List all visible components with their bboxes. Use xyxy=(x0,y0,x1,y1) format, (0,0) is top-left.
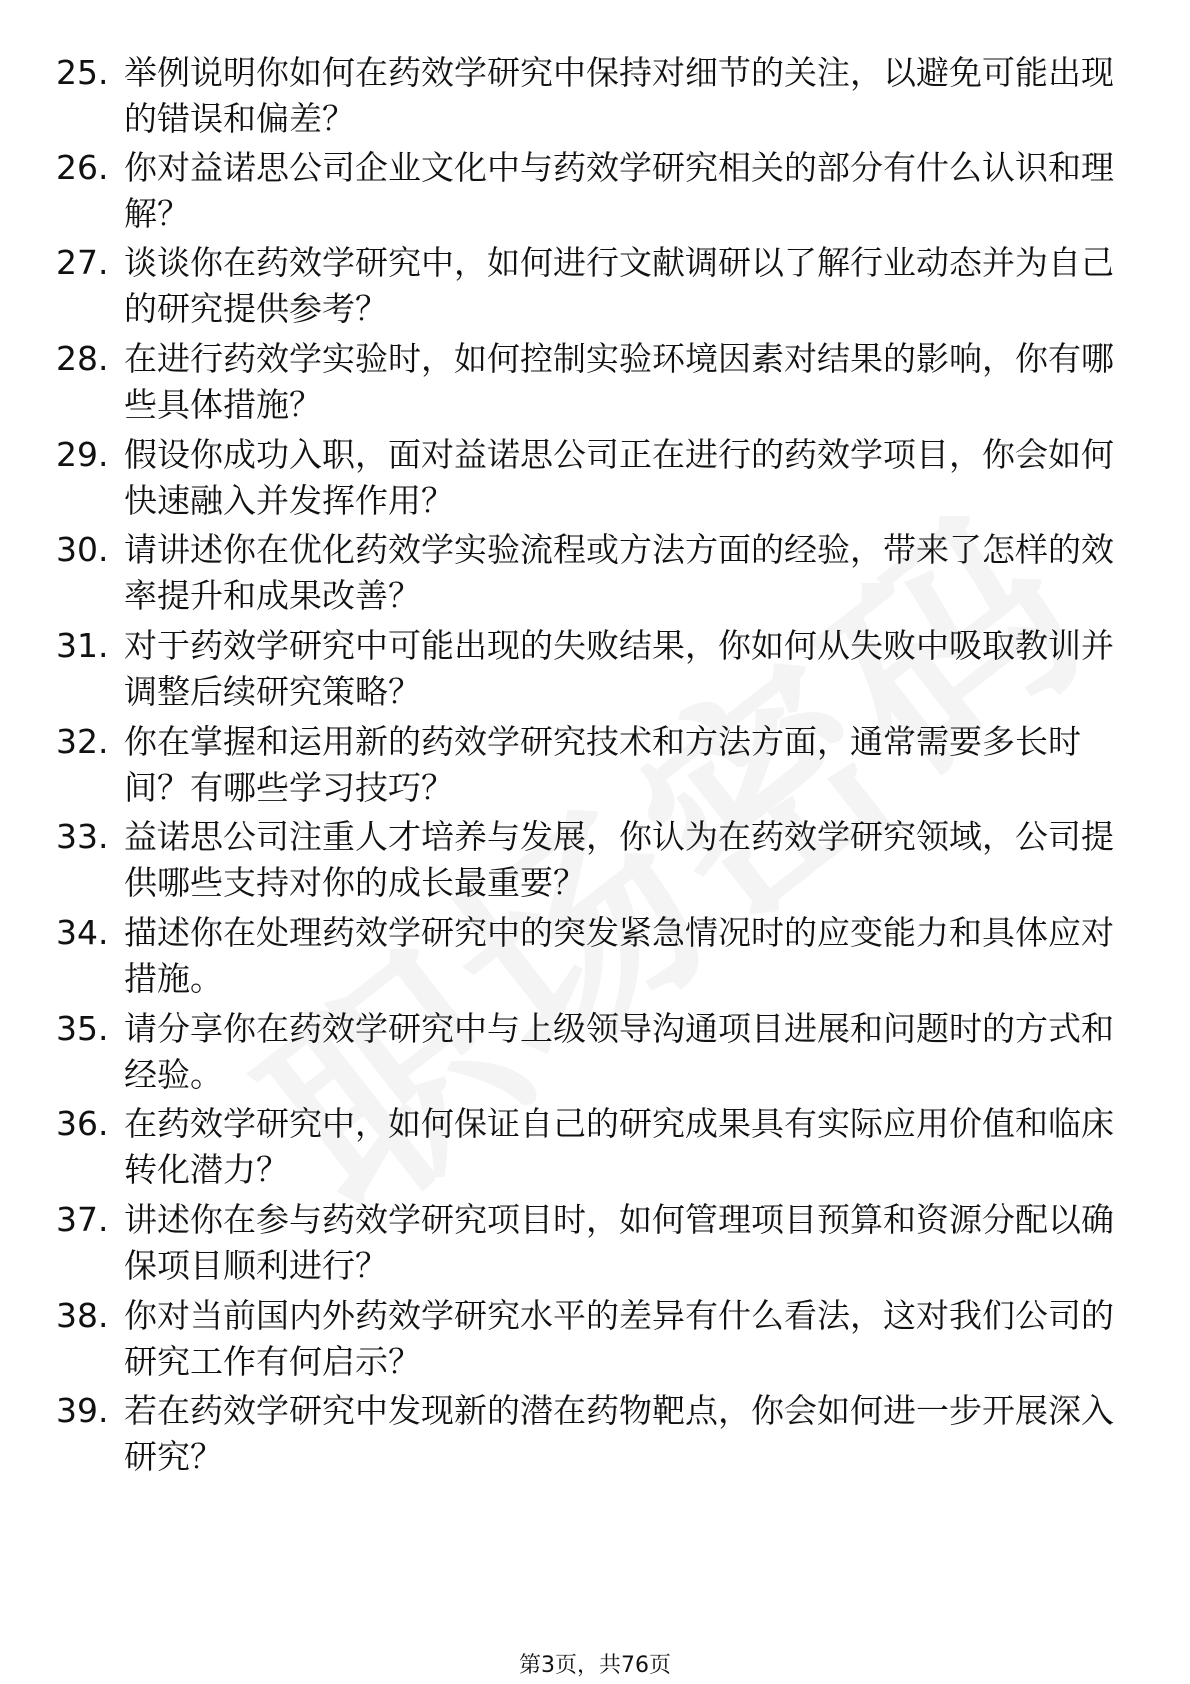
question-number: 25. xyxy=(56,53,109,92)
question-number: 37. xyxy=(56,1200,109,1239)
question-number: 32. xyxy=(56,722,109,761)
question-item xyxy=(0,336,1190,436)
question-item xyxy=(0,1006,1190,1106)
question-item xyxy=(0,50,1190,150)
question-item xyxy=(0,240,1190,340)
question-text: 对于药效学研究中可能出现的失败结果，你如何从失败中吸取教训并调整后续研究策略？ xyxy=(124,626,1114,711)
question-item xyxy=(0,623,1190,723)
question-text: 描述你在处理药效学研究中的突发紧急情况时的应变能力和具体应对措施。 xyxy=(124,913,1114,998)
question-text: 你对益诺思公司企业文化中与药效学研究相关的部分有什么认识和理解？ xyxy=(124,148,1114,233)
question-number: 36. xyxy=(56,1104,109,1143)
question-number: 28. xyxy=(56,339,109,378)
page-footer: 第3页，共76页 xyxy=(519,1653,671,1678)
question-item xyxy=(0,719,1190,819)
question-item xyxy=(0,1101,1190,1201)
question-text: 益诺思公司注重人才培养与发展，你认为在药效学研究领域，公司提供哪些支持对你的成长最重要？ xyxy=(124,817,1114,902)
question-text: 讲述你在参与药效学研究项目时，如何管理项目预算和资源分配以确保项目顺利进行？ xyxy=(124,1200,1114,1285)
question-item xyxy=(0,145,1190,245)
question-item xyxy=(0,1197,1190,1297)
question-item xyxy=(0,814,1190,914)
question-text: 你在掌握和运用新的药效学研究技术和方法方面，通常需要多长时间？有哪些学习技巧？ xyxy=(124,722,1081,807)
question-number: 39. xyxy=(56,1391,109,1430)
question-text: 谈谈你在药效学研究中，如何进行文献调研以了解行业动态并为自己的研究提供参考？ xyxy=(124,243,1114,328)
question-text: 在进行药效学实验时，如何控制实验环境因素对结果的影响，你有哪些具体措施？ xyxy=(124,339,1114,424)
question-text: 请分享你在药效学研究中与上级领导沟通项目进展和问题时的方式和经验。 xyxy=(124,1009,1114,1094)
question-number: 26. xyxy=(56,148,109,187)
question-item xyxy=(0,1293,1190,1393)
question-text: 假设你成功入职，面对益诺思公司正在进行的药效学项目，你会如何快速融入并发挥作用？ xyxy=(124,435,1114,520)
question-text: 举例说明你如何在药效学研究中保持对细节的关注，以避免可能出现的错误和偏差？ xyxy=(124,53,1114,138)
question-number: 31. xyxy=(56,626,109,665)
question-number: 27. xyxy=(56,243,109,282)
question-text: 若在药效学研究中发现新的潜在药物靶点，你会如何进一步开展深入研究？ xyxy=(124,1391,1114,1476)
question-number: 35. xyxy=(56,1009,109,1048)
question-item xyxy=(0,527,1190,627)
question-item xyxy=(0,1388,1190,1488)
question-text: 你对当前国内外药效学研究水平的差异有什么看法，这对我们公司的研究工作有何启示？ xyxy=(124,1296,1114,1381)
question-text: 在药效学研究中，如何保证自己的研究成果具有实际应用价值和临床转化潜力？ xyxy=(124,1104,1114,1189)
question-number: 30. xyxy=(56,530,109,569)
question-item xyxy=(0,910,1190,1010)
question-number: 34. xyxy=(56,913,109,952)
question-number: 38. xyxy=(56,1296,109,1335)
question-item xyxy=(0,432,1190,532)
question-text: 请讲述你在优化药效学实验流程或方法方面的经验，带来了怎样的效率提升和成果改善？ xyxy=(124,530,1114,615)
question-number: 29. xyxy=(56,435,109,474)
question-number: 33. xyxy=(56,817,109,856)
